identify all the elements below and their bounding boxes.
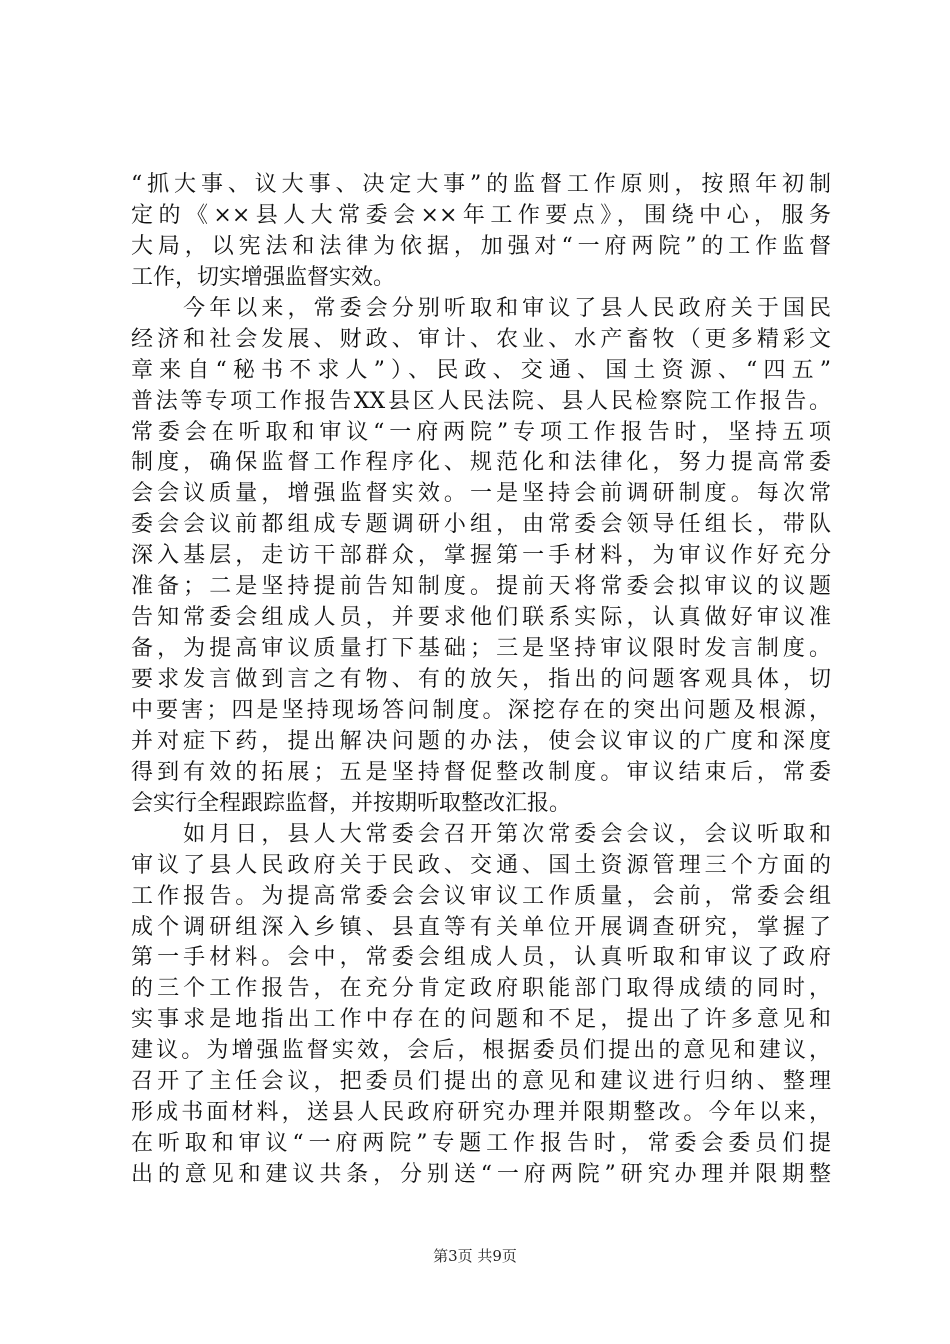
text-line: 出的意见和建议共条，分别送“一府两院”研究办理并限期整 xyxy=(131,1162,831,1187)
text-line: 备，为提高审议质量打下基础；三是坚持审议限时发言制度。 xyxy=(131,636,831,662)
text-line: 工作，切实增强监督实效。 xyxy=(131,264,396,290)
text-line: 召开了主任会议，把委员们提出的意见和建议进行归纳、整理 xyxy=(131,1069,831,1095)
text-line: 实事求是地指出工作中存在的问题和不足，提出了许多意见和 xyxy=(131,1007,831,1033)
text-line: 要求发言做到言之有物、有的放矢，指出的问题客观具体，切 xyxy=(131,667,831,692)
text-line: 定的《××县人大常委会××年工作要点》，围绕中心，服务 xyxy=(131,202,831,228)
text-line: 告知常委会组成人员，并要求他们联系实际，认真做好审议准 xyxy=(131,605,831,631)
text-line: 工作报告。为提高常委会会议审议工作质量，会前，常委会组 xyxy=(131,883,831,909)
text-line: 会实行全程跟踪监督，并按期听取整改汇报。 xyxy=(131,790,572,816)
text-line: 大局，以宪法和法律为依据，加强对“一府两院”的工作监督 xyxy=(131,233,831,259)
text-line: 今年以来，常委会分别听取和审议了县人民政府关于国民 xyxy=(131,295,831,321)
text-line: 审议了县人民政府关于民政、交通、国土资源管理三个方面的 xyxy=(131,852,831,878)
text-line: 第一手材料。会中，常委会组成人员，认真听取和审议了政府 xyxy=(131,945,831,971)
text-line: 得到有效的拓展；五是坚持督促整改制度。审议结束后，常委 xyxy=(131,759,831,785)
text-line: 成个调研组深入乡镇、县直等有关单位开展调查研究，掌握了 xyxy=(131,914,831,940)
text-line: 并对症下药，提出解决问题的办法，使会议审议的广度和深度 xyxy=(131,728,831,754)
text-line: “抓大事、议大事、决定大事”的监督工作原则，按照年初制 xyxy=(131,172,831,197)
text-line: 形成书面材料，送县人民政府研究办理并限期整改。今年以来， xyxy=(131,1100,831,1126)
text-line: 深入基层，走访干部群众，掌握第一手材料，为审议作好充分 xyxy=(131,543,831,569)
page-footer: 第3页 共9页 xyxy=(433,1247,517,1265)
text-line: 委会会议前都组成专题调研小组，由常委会领导任组长，带队 xyxy=(131,512,831,538)
text-line: 在听取和审议“一府两院”专题工作报告时，常委会委员们提 xyxy=(131,1131,831,1157)
text-line: 常委会在听取和审议“一府两院”专项工作报告时，坚持五项 xyxy=(131,419,831,445)
text-line: 中要害；四是坚持现场答问制度。深挖存在的突出问题及根源， xyxy=(131,697,831,723)
text-line: 建议。为增强监督实效，会后，根据委员们提出的意见和建议， xyxy=(131,1038,831,1064)
text-line: 普法等专项工作报告XX县区人民法院、县人民检察院工作报告。 xyxy=(131,388,831,414)
text-line: 章来自“秘书不求人”）、民政、交通、国土资源、“四五” xyxy=(131,357,831,383)
text-line: 的三个工作报告，在充分肯定政府职能部门取得成绩的同时， xyxy=(131,976,831,1002)
text-line: 会会议质量，增强监督实效。一是坚持会前调研制度。每次常 xyxy=(131,481,831,507)
text-line: 如月日，县人大常委会召开第次常委会会议，会议听取和 xyxy=(131,821,831,847)
text-line: 制度，确保监督工作程序化、规范化和法律化，努力提高常委 xyxy=(131,450,831,476)
body-text xyxy=(131,170,831,1191)
text-line: 准备；二是坚持提前告知制度。提前天将常委会拟审议的议题 xyxy=(131,574,831,600)
text-line: 经济和社会发展、财政、审计、农业、水产畜牧（更多精彩文 xyxy=(131,326,831,352)
